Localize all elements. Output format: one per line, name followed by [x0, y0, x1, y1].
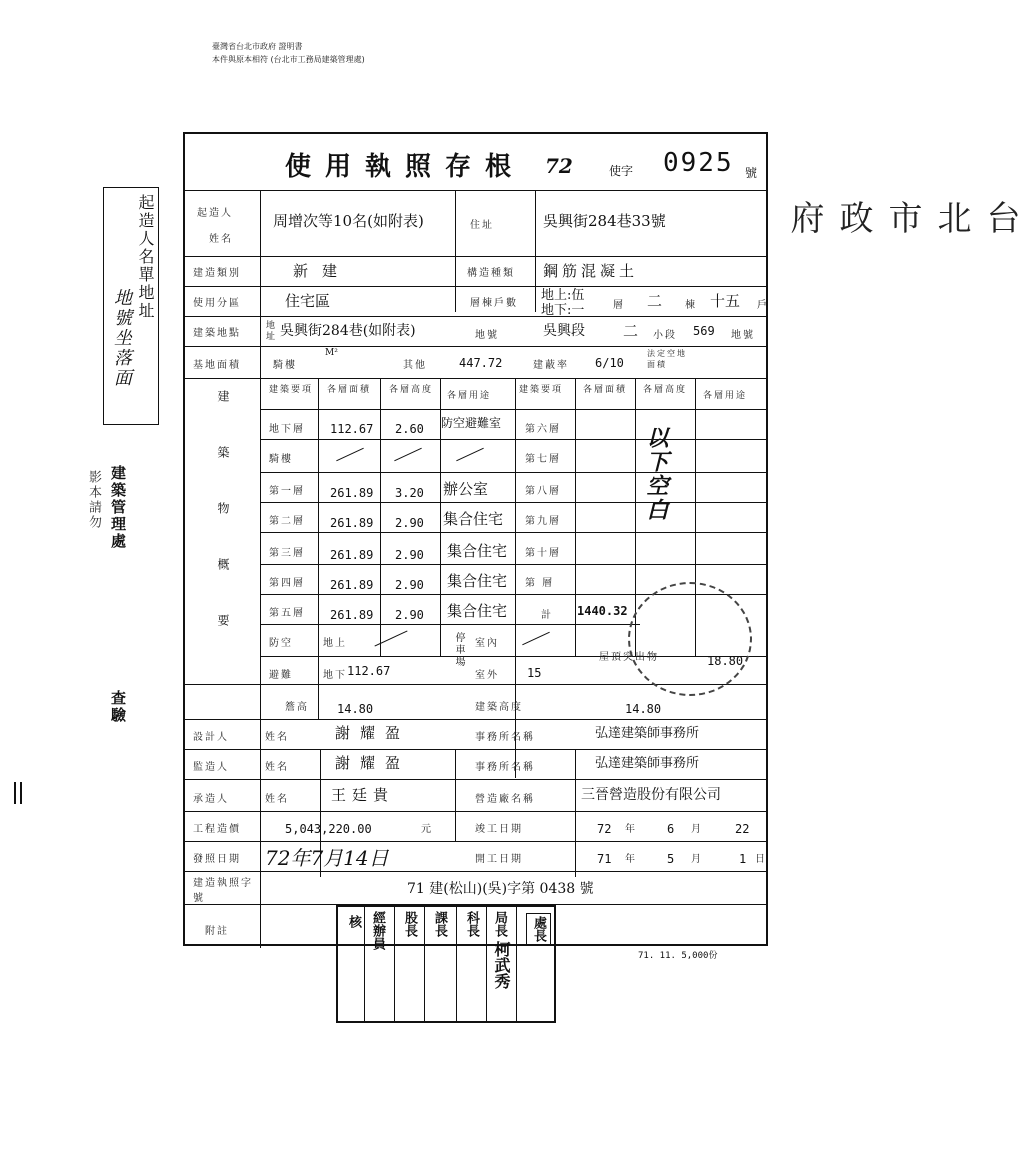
floor-height: 2.90 [395, 548, 424, 562]
cost-label: 工程造價 [193, 824, 241, 835]
stamp-director: 局長 [492, 911, 507, 937]
cost-yuan-label: 元 [421, 824, 433, 835]
supervisor-name-label: 姓名 [265, 762, 289, 773]
parking-outdoor-label: 室外 [475, 670, 499, 681]
legal-open-space-label: 法定空地面積 [647, 349, 687, 369]
owner-list-side-box [103, 187, 159, 425]
build-type-label: 建造類別 [193, 268, 241, 279]
build-permit-label: 建造執照字號 [193, 878, 253, 904]
building-col-items: 建築要項 [269, 385, 314, 395]
contractor-label: 承造人 [193, 794, 229, 805]
floor-use: 集合住宅 [447, 542, 508, 560]
floor-height: 2.60 [395, 422, 424, 436]
site-lot-number: 569 [693, 324, 715, 338]
parking-indoor-label: 室內 [475, 638, 499, 649]
building-count: 二 [647, 292, 663, 310]
stamp-head: 處長 [526, 913, 551, 945]
contractor-firm-label: 營造廠名稱 [475, 794, 535, 805]
approval-stamps [336, 905, 556, 1023]
right-margin-text-1: 台北市政府 [784, 200, 1020, 236]
designer-label: 設計人 [193, 732, 229, 743]
floor-height: 3.20 [395, 486, 424, 500]
building-summary-label: 建築物概要 [216, 390, 230, 670]
completion-month-unit: 月 [691, 824, 703, 835]
zone-label: 使用分區 [193, 298, 241, 309]
eave-height-label: 簷高 [285, 702, 309, 713]
blank-dash [394, 448, 422, 462]
floor-area: 261.89 [330, 548, 374, 562]
start-year: 71 [597, 852, 612, 866]
start-month: 5 [667, 852, 675, 866]
stamp-check: 核 [346, 915, 361, 928]
eave-height-value: 14.80 [337, 702, 374, 716]
parking-label: 停車場 [453, 632, 464, 668]
contractor-firm: 三晉營造股份有限公司 [581, 787, 721, 803]
supervisor-office-label: 事務所名稱 [475, 762, 535, 773]
floor-area: 261.89 [330, 516, 374, 530]
floor-name: 地下層 [269, 424, 305, 435]
other-area-value: 447.72 [459, 356, 503, 370]
note-label: 附註 [205, 926, 229, 937]
certification-line-2: 本件與原本相符 (台北市工務局建築管理處) [212, 55, 365, 64]
total-area-value: 1440.32 [577, 604, 628, 618]
land-area-label: 基地面積 [193, 360, 241, 371]
floors-above: 地上:伍 [541, 288, 585, 303]
building-col-area-right: 各層面積 [583, 385, 628, 395]
floor-use: 辦公室 [443, 480, 489, 498]
stamp-clerk: 經辦員 [370, 911, 385, 950]
owner-name-label: 姓名 [209, 234, 233, 245]
permit-hao-label: 號 [745, 166, 758, 180]
building-col-area: 各層面積 [327, 385, 372, 395]
designer-office: 弘達建築師事務所 [595, 726, 700, 741]
unit-count-label: 戶 [757, 300, 769, 311]
roof-structure-value: 18.80 [707, 654, 744, 668]
supervisor-label: 監造人 [193, 762, 229, 773]
permit-year: 72 [545, 154, 573, 178]
completion-year-unit: 年 [625, 824, 637, 835]
stamp-section-chief: 股長 [402, 911, 417, 937]
parking-outdoor-value: 15 [527, 666, 542, 680]
zone-value: 住宅區 [285, 292, 331, 310]
margin-mark [14, 782, 22, 804]
building-col-use: 各層用途 [447, 391, 492, 401]
building-col-items-right: 建築要項 [519, 385, 564, 395]
building-height-value: 14.80 [625, 702, 662, 716]
certification-note [212, 40, 365, 66]
supervisor-office: 弘達建築師事務所 [595, 756, 700, 771]
blank-dash [336, 448, 364, 462]
issue-date-label: 發照日期 [193, 854, 241, 865]
site-subsection: 二 [623, 322, 639, 340]
designer-name: 謝耀盈 [335, 724, 411, 742]
completion-day: 22 [735, 822, 750, 836]
floor-use: 集合住宅 [443, 510, 504, 528]
form-title: 使用執照存根 [285, 152, 526, 182]
shelter-below-value: 112.67 [347, 664, 391, 678]
start-date-label: 開工日期 [475, 854, 523, 865]
stamp-department-chief: 科長 [464, 911, 479, 937]
building-col-height: 各層高度 [389, 385, 434, 395]
completion-month: 6 [667, 822, 675, 836]
structure-type-label: 構造種類 [467, 268, 515, 279]
blank-dash [522, 632, 550, 646]
contractor-name: 王廷貴 [331, 786, 395, 804]
unit-count: 十五 [710, 292, 741, 310]
build-permit-value: 71 建(松山)(吳)字第 0438 號 [407, 881, 594, 897]
floor-name: 第四層 [269, 578, 305, 589]
permit-zi-label: 使字 [609, 164, 634, 178]
usage-permit-stub-form [183, 132, 768, 946]
building-height-label: 建築高度 [475, 702, 523, 713]
floor-name: 第一層 [269, 486, 305, 497]
floors-ceng-label: 層 [613, 300, 625, 311]
stamp-director-signature: 柯武秀 [492, 941, 511, 989]
blank-dash [456, 448, 484, 462]
site-lot-label: 地號 [475, 330, 499, 341]
side-box-label: 起造人名單地址 [136, 194, 155, 320]
owner-label: 起造人 [197, 208, 233, 219]
floors-below: 地下:一 [541, 303, 585, 318]
owner-address-value: 吳興街284巷33號 [543, 212, 666, 230]
side-stamp-1: 建築管理處 [109, 465, 127, 550]
shelter-below-label: 地下 [323, 670, 347, 681]
start-day-unit: 日 [755, 854, 767, 865]
total-area-label: 計 [541, 610, 553, 621]
structure-type-value: 鋼筋混凝土 [543, 262, 639, 280]
print-info: 71. 11. 5,000份 [638, 951, 718, 961]
owner-address-label: 住址 [470, 220, 494, 231]
site-address-label: 地址 [264, 320, 274, 342]
floor-name-8: 第八層 [525, 486, 561, 497]
cost-value: 5,043,220.00 [285, 822, 372, 836]
site-address-value: 吳興街284巷(如附表) [280, 323, 416, 339]
floor-area: 112.67 [330, 422, 374, 436]
completion-date-label: 竣工日期 [475, 824, 523, 835]
stamp-division-chief: 課長 [432, 911, 447, 937]
floor-name-6: 第六層 [525, 424, 561, 435]
floor-name: 騎樓 [269, 454, 293, 465]
floor-height: 2.90 [395, 608, 424, 622]
coverage-ratio-label: 建蔽率 [533, 360, 569, 371]
designer-name-label: 姓名 [265, 732, 289, 743]
form-title-row [185, 134, 766, 191]
floor-height: 2.90 [395, 516, 424, 530]
floor-area: 261.89 [330, 608, 374, 622]
floor-use: 防空避難室 [441, 416, 502, 430]
building-col-use-right: 各層用途 [703, 391, 748, 401]
floor-name: 第五層 [269, 608, 305, 619]
floor-use: 集合住宅 [447, 572, 508, 590]
start-day: 1 [739, 852, 747, 866]
blank-below-note: 以下空白 [643, 426, 669, 522]
building-count-label: 棟 [685, 300, 697, 311]
start-month-unit: 月 [691, 854, 703, 865]
supervisor-name: 謝耀盈 [335, 754, 411, 772]
other-area-label: 其他 [403, 360, 427, 371]
side-stamp-2: 影本請勿 [86, 470, 101, 530]
unit-m2: M² [325, 348, 338, 358]
floor-area: 261.89 [330, 578, 374, 592]
coverage-ratio-value: 6/10 [595, 356, 624, 370]
build-type-value: 新建 [293, 262, 352, 280]
round-seal-icon [628, 582, 752, 696]
site-section: 吳興段 [543, 323, 585, 339]
contractor-name-label: 姓名 [265, 794, 289, 805]
shelter-label-2: 避難 [269, 670, 293, 681]
site-subsection-label: 小段 [653, 330, 677, 341]
designer-office-label: 事務所名稱 [475, 732, 535, 743]
floor-area: 261.89 [330, 486, 374, 500]
issue-date-value: 72年7月14日 [265, 846, 389, 870]
floor-name: 第三層 [269, 548, 305, 559]
floor-name-extra: 第 層 [525, 578, 555, 589]
side-stamp-3: 查驗 [109, 690, 127, 724]
certification-line-1: 臺灣省台北市政府 證明書 [212, 42, 303, 51]
floor-name-7: 第七層 [525, 454, 561, 465]
arcade-label: 騎樓 [273, 360, 297, 371]
floor-name-10: 第十層 [525, 548, 561, 559]
completion-year: 72 [597, 822, 612, 836]
roof-structure-label: 屋頂突出物 [599, 652, 659, 663]
shelter-above-label: 地上 [323, 638, 347, 649]
permit-number: 0925 [663, 148, 734, 178]
building-col-height-right: 各層高度 [643, 385, 688, 395]
side-box-handwriting: 地號坐落面 [111, 288, 132, 388]
site-label: 建築地點 [193, 328, 241, 339]
floors-label: 層棟戶數 [470, 298, 518, 309]
site-lot-number-label: 地號 [731, 330, 755, 341]
start-year-unit: 年 [625, 854, 637, 865]
floor-name-9: 第九層 [525, 516, 561, 527]
owner-name-value: 周增次等10名(如附表) [273, 212, 424, 230]
floor-use: 集合住宅 [447, 602, 508, 620]
shelter-label-1: 防空 [269, 638, 293, 649]
floor-height: 2.90 [395, 578, 424, 592]
floor-name: 第二層 [269, 516, 305, 527]
